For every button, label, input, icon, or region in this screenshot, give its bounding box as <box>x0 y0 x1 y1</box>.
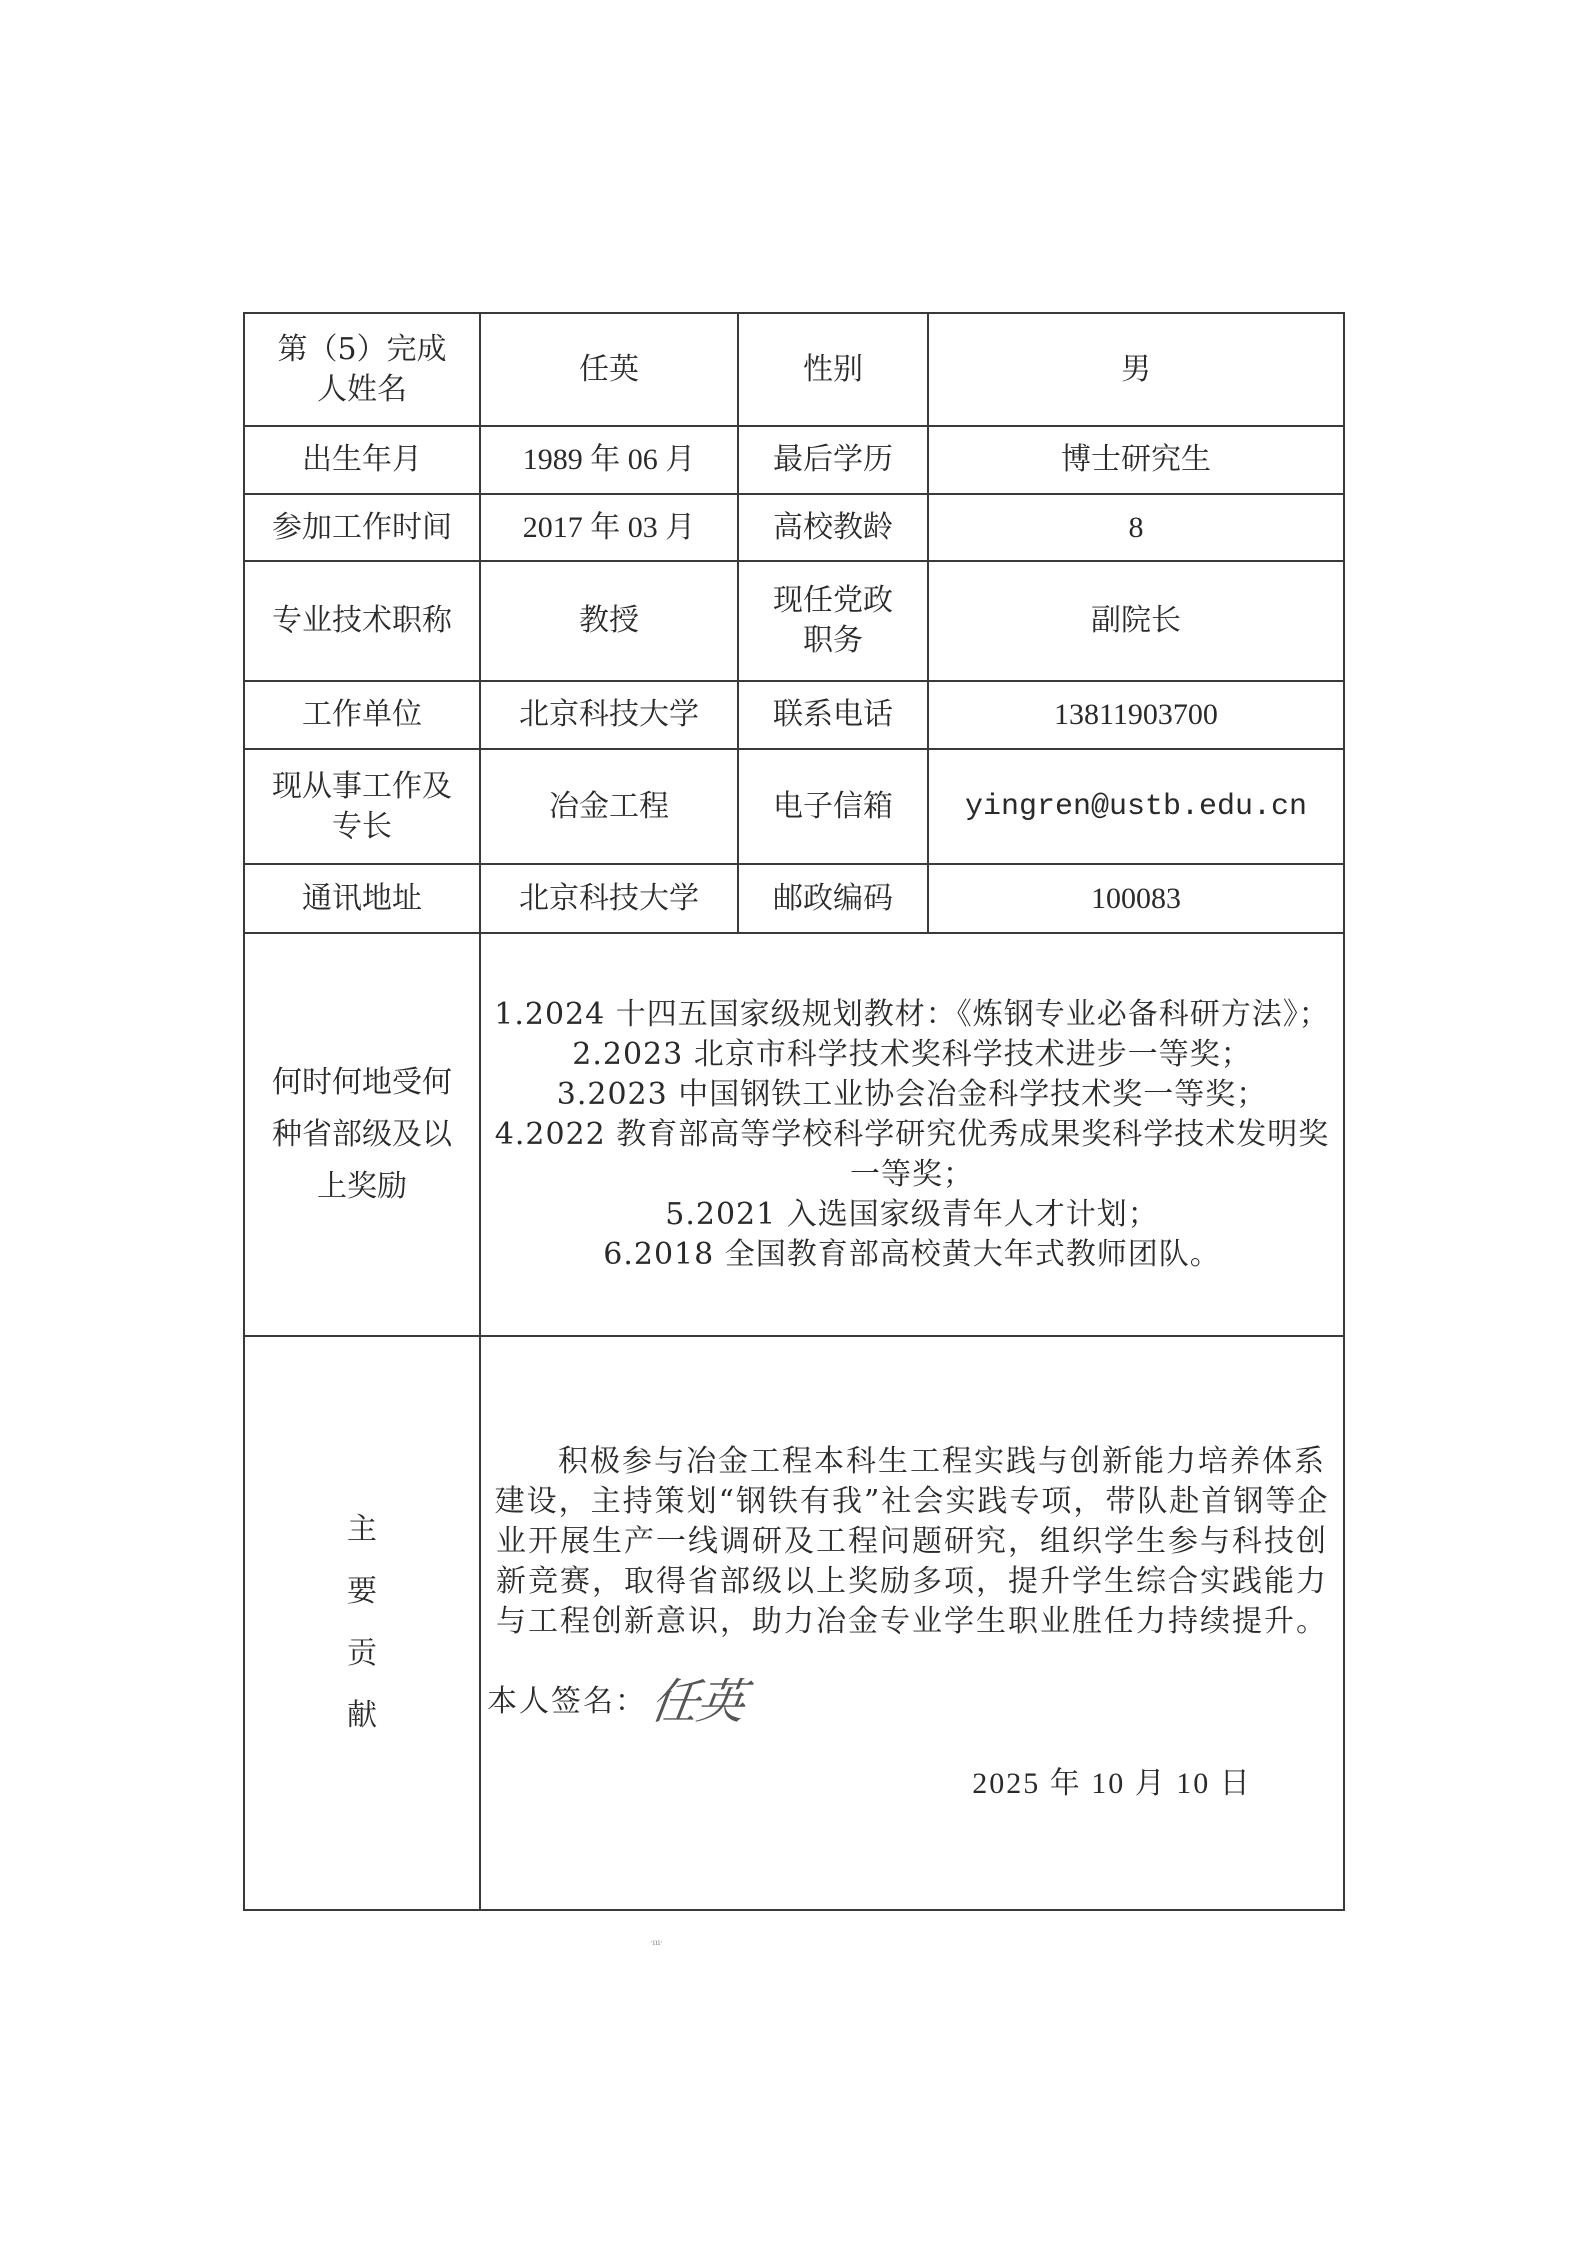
gender-label: 性别 <box>738 313 928 426</box>
duty-value: 副院长 <box>928 561 1344 681</box>
award-item: 6.2018 全国教育部高校黄大年式教师团队。 <box>603 1236 1221 1272</box>
address-value: 北京科技大学 <box>480 864 738 933</box>
contribution-label <box>244 1336 480 1910</box>
name-label-line2: 人姓名 <box>317 371 407 407</box>
signature-date: 2025 年 10 月 10 日 <box>972 1767 1252 1800</box>
worktime-label: 参加工作时间 <box>244 494 480 561</box>
awards-label <box>244 933 480 1336</box>
contribution-label-char: 主 <box>347 1512 377 1547</box>
duty-label <box>738 561 928 681</box>
award-candidate-form <box>243 312 1345 1911</box>
email-value: yingren@ustb.edu.cn <box>928 749 1344 864</box>
awards-label-line2: 种省部级及以 <box>272 1116 452 1152</box>
specialty-value: 冶金工程 <box>480 749 738 864</box>
signature-label: 本人签名： <box>487 1684 647 1719</box>
award-item: 4.2022 教育部高等学校科学研究优秀成果奖科学技术发明奖一等奖； <box>494 1116 1330 1192</box>
title-label: 专业技术职称 <box>244 561 480 681</box>
award-item: 3.2023 中国钢铁工业协会冶金科学技术奖一等奖； <box>556 1076 1268 1112</box>
form-row-contribution <box>244 1336 1344 1910</box>
form-row-employer <box>244 681 1344 749</box>
form-row-awards <box>244 933 1344 1336</box>
name-label-line1: 第（5）完成 <box>277 331 447 367</box>
employer-label: 工作单位 <box>244 681 480 749</box>
handwritten-signature: 任英 <box>647 1674 747 1730</box>
phone-value: 13811903700 <box>928 681 1344 749</box>
contribution-label-char: 贡 <box>347 1636 377 1671</box>
address-label: 通讯地址 <box>244 864 480 933</box>
specialty-label-line2: 专长 <box>332 808 392 844</box>
education-label: 最后学历 <box>738 426 928 494</box>
duty-label-line2: 职务 <box>803 623 863 658</box>
employer-value: 北京科技大学 <box>480 681 738 749</box>
worktime-value: 2017 年 03 月 <box>480 494 738 561</box>
award-item: 2.2023 北京市科学技术奖科学技术进步一等奖； <box>572 1036 1252 1072</box>
duty-label-line1: 现任党政 <box>773 583 893 618</box>
award-item: 1.2024 十四五国家级规划教材：《炼钢专业必备科研方法》； <box>494 996 1330 1032</box>
award-item: 5.2021 入选国家级青年人才计划； <box>665 1196 1159 1232</box>
contribution-text: 积极参与冶金工程本科生工程实践与创新能力培养体系建设，主持策划“钢铁有我”社会实践专项，带队赴首钢等企业开展生产一线调研及工程问题研究，组织学生参与科技创新竞赛，取得省部级以上奖励多项，提升学生综合实践能力与工程创新意识，助力冶金专业学生职业胜任力持续提升。 <box>494 1444 1330 1639</box>
awards-label-line1: 何时何地受何 <box>272 1064 452 1100</box>
specialty-label-line1: 现从事工作及 <box>272 768 452 804</box>
contribution-content <box>480 1336 1344 1910</box>
form-row-title <box>244 561 1344 681</box>
name-value: 任英 <box>480 313 738 426</box>
postcode-value: 100083 <box>928 864 1344 933</box>
birth-label: 出生年月 <box>244 426 480 494</box>
name-label <box>244 313 480 426</box>
phone-label: 联系电话 <box>738 681 928 749</box>
awards-list <box>480 933 1344 1336</box>
education-value: 博士研究生 <box>928 426 1344 494</box>
contribution-label-char: 要 <box>347 1574 377 1609</box>
form-row-worktime <box>244 494 1344 561</box>
email-label: 电子信箱 <box>738 749 928 864</box>
awards-label-line3: 上奖励 <box>317 1168 407 1204</box>
gender-value: 男 <box>928 313 1344 426</box>
specialty-label <box>244 749 480 864</box>
title-value: 教授 <box>480 561 738 681</box>
scan-artifact-mark: ·ııı· <box>650 1938 663 1947</box>
form-row-birth <box>244 426 1344 494</box>
contribution-label-char: 献 <box>347 1698 377 1733</box>
postcode-label: 邮政编码 <box>738 864 928 933</box>
form-row-specialty <box>244 749 1344 864</box>
teaching-years-value: 8 <box>928 494 1344 561</box>
teaching-years-label: 高校教龄 <box>738 494 928 561</box>
birth-value: 1989 年 06 月 <box>480 426 738 494</box>
form-row-address <box>244 864 1344 933</box>
signature-line <box>487 1674 1337 1730</box>
form-row-name <box>244 313 1344 426</box>
